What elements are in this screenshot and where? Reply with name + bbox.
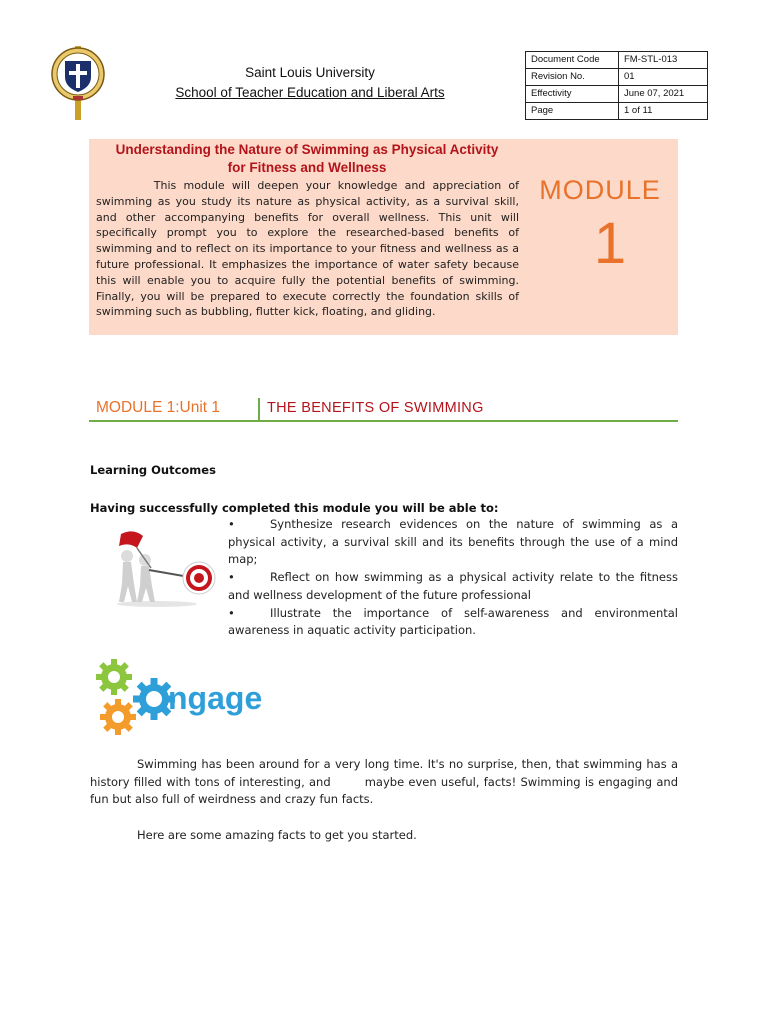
unit-rule	[89, 420, 678, 422]
bullet: •	[228, 570, 235, 585]
doc-row-code	[526, 52, 708, 69]
outcome-item	[228, 605, 678, 640]
doc-value: FM-STL-013	[619, 52, 708, 69]
learning-outcomes-intro: Having successfully completed this module you will be able to:	[90, 501, 499, 515]
university-name: Saint Louis University	[245, 65, 375, 80]
doc-value: June 07, 2021	[619, 86, 708, 103]
module-label: MODULE	[539, 175, 661, 205]
doc-value: 1 of 11	[619, 103, 708, 120]
gear-icon	[100, 699, 136, 735]
module-number: 1	[593, 211, 627, 276]
gear-icon	[96, 659, 132, 695]
outcome-item	[228, 569, 678, 604]
learning-outcomes-list	[228, 516, 678, 640]
doc-row-effectivity	[526, 86, 708, 103]
doc-key: Page	[526, 103, 619, 120]
learning-outcomes-heading: Learning Outcomes	[90, 463, 216, 477]
bullet: •	[228, 605, 235, 620]
doc-row-revision	[526, 69, 708, 86]
target-figures-illustration	[107, 526, 217, 608]
unit-label: MODULE 1:Unit 1	[96, 399, 221, 416]
module-description-text: This module will deepen your knowledge and appreciation of swimming as you study its nature as physical activity, as a survival skill, and other accompanying benefits for overall wellness. This unit will specifically prompt you to explore the researched-based benefits of swimming and to reflect on its importance to your fitness and wellness as a future professional. It emphasizes the importance of water safety because this will enable you to acquire fully the potential benefits of swimming. Finally, you will be prepared to execute correctly the foundation skills of swimming such as bubbling, flutter kick, floating, and gliding.	[96, 179, 519, 319]
outcome-text: Synthesize research evidences on the nature of swimming as a physical activity, a survival skill and its benefits through the use of a mind map;	[228, 517, 678, 567]
module-title: Understanding the Nature of Swimming as Physical Activity for Fitness and Wellness	[115, 142, 499, 175]
university-seal-logo	[48, 44, 108, 122]
engage-wordmark: ngage	[168, 680, 263, 716]
facts-intro-paragraph: Here are some amazing facts to get you started.	[137, 828, 417, 842]
indent	[96, 179, 154, 192]
doc-row-page	[526, 103, 708, 120]
outcome-item	[228, 516, 678, 569]
bullet: •	[228, 517, 235, 531]
school-name: School of Teacher Education and Liberal Arts	[175, 85, 445, 100]
module-description	[96, 178, 519, 320]
doc-value: 01	[619, 69, 708, 86]
outcome-text: Illustrate the importance of self-awareness and environmental awareness in aquatic activity participation.	[228, 605, 678, 638]
engage-gears-logo	[96, 657, 286, 739]
doc-key: Effectivity	[526, 86, 619, 103]
document-info-table	[525, 51, 708, 120]
unit-divider	[258, 398, 260, 420]
doc-key: Document Code	[526, 52, 619, 69]
outcome-text: Reflect on how swimming as a physical activity relate to the fitness and wellness development of the future professional	[228, 570, 678, 602]
unit-title: THE BENEFITS OF SWIMMING	[267, 400, 484, 416]
intro-paragraph: Swimming has been around for a very long time. It's no surprise, then, that swimming has a history filled with tons of interesting, and maybe even useful, facts! Swimming is engaging and fun but also full of weirdness and crazy fun facts.	[90, 757, 682, 806]
doc-key: Revision No.	[526, 69, 619, 86]
